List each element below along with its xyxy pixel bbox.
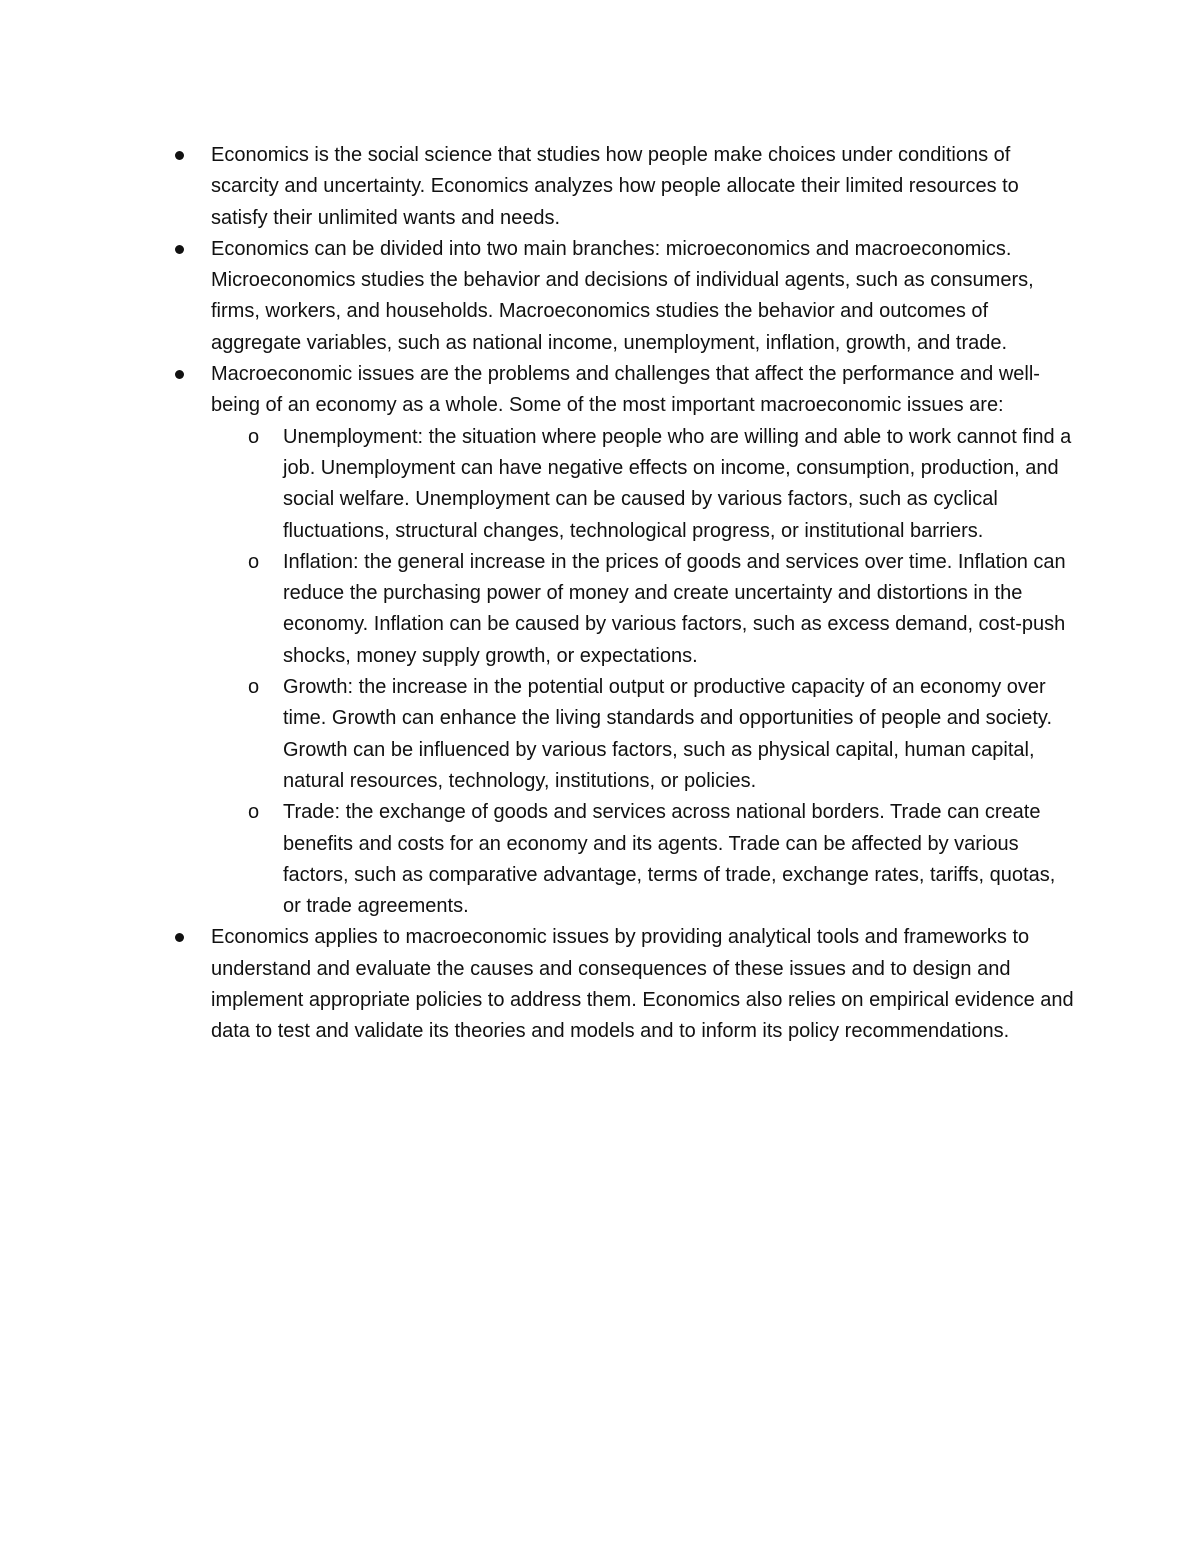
sub-item-trade: [211, 797, 1075, 922]
bullet-text: Economics can be divided into two main branches: microeconomics and macroeconomics. Microeconomics studies the behavior and decisions of individual agents, such as consumers, firms, workers, and households. Macroeconomics studies the behavior and outcomes of aggregate variables, such as national income, unemployment, inflation, growth, and trade.: [211, 237, 1034, 354]
bullet-dot-icon: [175, 933, 184, 942]
document-body: [170, 140, 1075, 1048]
bullet-dot-icon: [175, 151, 184, 160]
sub-item-text: Trade: the exchange of goods and services across national borders. Trade can create benefits and costs for an economy and its agents. Trade can be affected by various factors, such as comparative advantage, terms of trade, exchange rates, tariffs, quotas, or trade agreements.: [283, 801, 1056, 918]
sub-item-unemployment: [211, 422, 1075, 547]
bullet-item-macro-issues: [170, 359, 1075, 922]
circle-bullet-icon: o: [248, 425, 260, 448]
sub-item-text: Inflation: the general increase in the prices of goods and services over time. Inflation can reduce the purchasing power of money and create uncertainty and distortions in the economy. Inflation can be caused by various factors, such as excess demand, cost-push shocks, money supply growth, or expectations.: [283, 550, 1066, 667]
circle-bullet-icon: o: [248, 676, 260, 699]
sub-list: [211, 422, 1075, 923]
bullet-list: [170, 140, 1075, 1048]
bullet-item-applications: [170, 922, 1075, 1047]
sub-item-text: Unemployment: the situation where people who are willing and able to work cannot find a job. Unemployment can have negative effects on income, consumption, production, and social welfare. Unemployment can be caused by various factors, such as cyclical fluctuations, structural changes, technological progress, or institutional barriers.: [283, 425, 1072, 542]
sub-item-inflation: [211, 547, 1075, 672]
circle-bullet-icon: o: [248, 550, 260, 573]
sub-item-text: Growth: the increase in the potential output or productive capacity of an economy over time. Growth can enhance the living standards and opportunities of people and society. Growth can be influenced by various factors, such as physical capital, human capital, natural resources, technology, institutions, or policies.: [283, 676, 1052, 792]
bullet-text: Economics is the social science that studies how people make choices under conditions of scarcity and uncertainty. Economics analyzes how people allocate their limited resources to satisfy their unlimited wants and needs.: [211, 144, 1019, 229]
bullet-item-branches: [170, 234, 1075, 359]
bullet-dot-icon: [175, 370, 184, 379]
bullet-dot-icon: [175, 245, 184, 254]
sub-item-growth: [211, 672, 1075, 797]
bullet-item-economics-definition: [170, 140, 1075, 234]
circle-bullet-icon: o: [248, 801, 260, 824]
bullet-text: Economics applies to macroeconomic issues by providing analytical tools and frameworks to understand and evaluate the causes and consequences of these issues and to design and implement appropriate policies to address them. Economics also relies on empirical evidence and data to test and validate its theories and models and to inform its policy recommendations.: [211, 926, 1074, 1043]
bullet-text: Macroeconomic issues are the problems and challenges that affect the performance and well-being of an economy as a whole. Some of the most important macroeconomic issues are:: [211, 363, 1040, 417]
